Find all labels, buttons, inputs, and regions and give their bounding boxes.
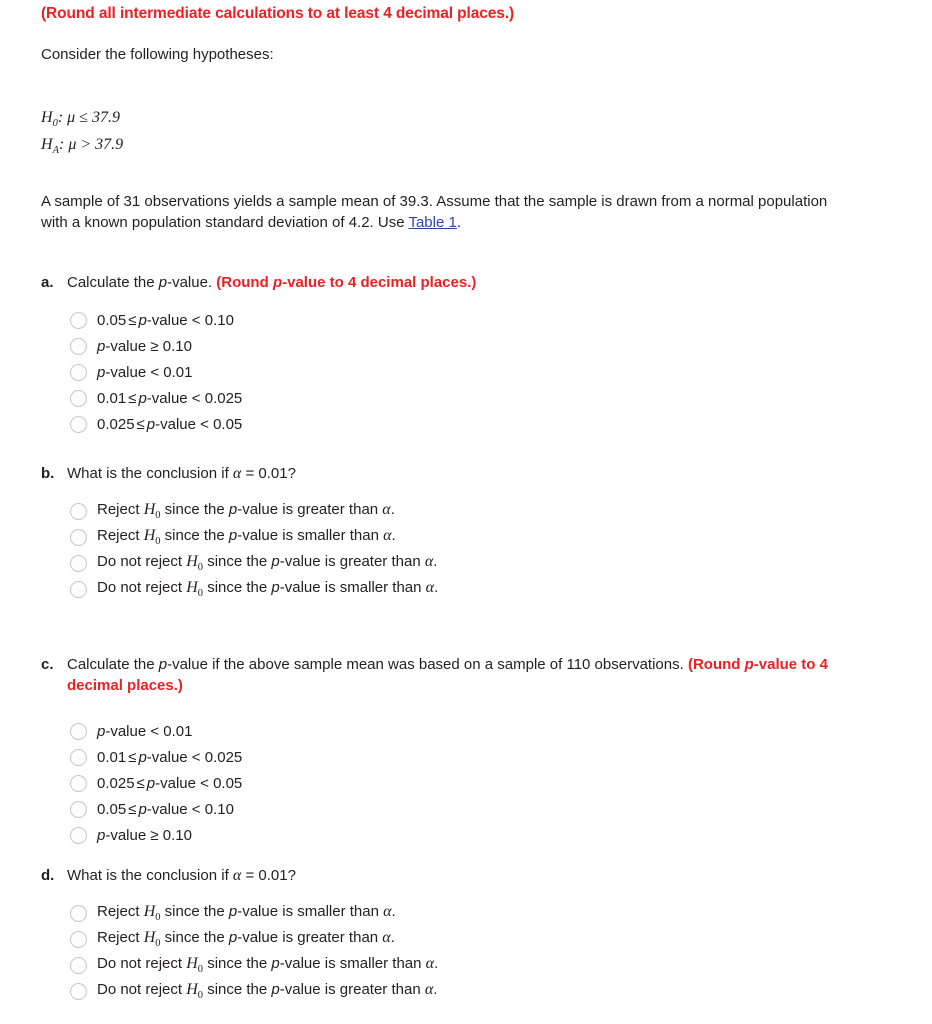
option-c-1[interactable] bbox=[70, 718, 856, 744]
question-c-round-post: -value to 4 decimal places.) bbox=[67, 656, 828, 694]
question-d-options bbox=[41, 900, 856, 1004]
option-b-3-label: Do not reject $H_0$ since the p-value is greater than α. bbox=[97, 553, 438, 573]
problem-statement-part-1: A sample of 31 observations yields a sample mean of 39.3. Assume that the sample is drawn from a normal population with a known population standard deviation of 4.2. Use bbox=[41, 193, 828, 231]
option-a-2-label: p-value ≥ 0.10 bbox=[97, 337, 192, 355]
option-b-2[interactable] bbox=[70, 524, 856, 550]
question-b-text-2: = 0.01? bbox=[241, 465, 296, 482]
radio-icon[interactable] bbox=[70, 905, 87, 922]
question-b-prompt bbox=[41, 463, 856, 484]
radio-icon[interactable] bbox=[70, 957, 87, 974]
question-a-text-2: -value. bbox=[167, 274, 217, 291]
table-1-link[interactable]: Table 1 bbox=[408, 214, 457, 231]
option-c-4-label: 0.05 ≤ p-value < 0.10 bbox=[97, 800, 234, 818]
question-a-prompt bbox=[41, 272, 856, 293]
option-c-5-label: p-value ≥ 0.10 bbox=[97, 826, 192, 844]
question-c-round-pre: (Round bbox=[687, 656, 745, 673]
null-hypothesis-symbol: H bbox=[41, 109, 53, 126]
question-c-text-1: Calculate the bbox=[67, 656, 159, 673]
question-a-round-pre: (Round bbox=[216, 274, 273, 291]
option-d-3[interactable] bbox=[70, 952, 856, 978]
lead-in-text: Consider the following hypotheses: bbox=[41, 46, 274, 63]
option-a-1-label: 0.05 ≤ p-value < 0.10 bbox=[97, 311, 234, 329]
radio-icon[interactable] bbox=[70, 723, 87, 740]
question-d-letter: d. bbox=[41, 867, 55, 884]
null-hypothesis-body: : μ ≤ 37.9 bbox=[57, 109, 120, 126]
null-hypothesis-subscript: 0 bbox=[52, 118, 58, 129]
option-b-2-label: Reject $H_0$ since the p-value is smaller than α. bbox=[97, 527, 396, 547]
hypotheses-block bbox=[41, 107, 123, 161]
question-a-round-p: p bbox=[272, 274, 283, 291]
option-d-1[interactable] bbox=[70, 900, 856, 926]
question-b-alpha: α bbox=[232, 465, 242, 482]
question-a-round-note bbox=[216, 274, 476, 291]
question-c-options bbox=[41, 718, 856, 848]
question-d-text-1: What is the conclusion if bbox=[67, 867, 233, 884]
question-a bbox=[41, 272, 856, 437]
problem-statement-part-2: . bbox=[456, 214, 462, 231]
question-d-text-2: = 0.01? bbox=[241, 867, 296, 884]
question-a-options bbox=[41, 307, 856, 437]
option-d-2[interactable] bbox=[70, 926, 856, 952]
option-d-1-label: Reject $H_0$ since the p-value is smaller than α. bbox=[97, 903, 396, 923]
radio-icon[interactable] bbox=[70, 581, 87, 598]
radio-icon[interactable] bbox=[70, 416, 87, 433]
question-b-text-1: What is the conclusion if bbox=[67, 465, 233, 482]
option-a-2[interactable] bbox=[70, 333, 856, 359]
question-a-text-1: Calculate the bbox=[67, 274, 159, 291]
question-c-text-2: -value if the above sample mean was based on a sample of 110 observations. bbox=[167, 656, 688, 673]
option-b-4-label: Do not reject $H_0$ since the p-value is smaller than α. bbox=[97, 579, 439, 599]
option-d-3-label: Do not reject $H_0$ since the p-value is smaller than α. bbox=[97, 955, 439, 975]
radio-icon[interactable] bbox=[70, 364, 87, 381]
question-d-prompt bbox=[41, 865, 856, 886]
radio-icon[interactable] bbox=[70, 529, 87, 546]
alternative-hypothesis-symbol: H bbox=[41, 136, 53, 153]
alternative-hypothesis-body: : μ > 37.9 bbox=[58, 136, 124, 153]
option-c-2-label: 0.01 ≤ p-value < 0.025 bbox=[97, 748, 243, 766]
option-a-5[interactable] bbox=[70, 411, 856, 437]
problem-statement bbox=[41, 191, 846, 233]
option-d-2-label: Reject $H_0$ since the p-value is greater than α. bbox=[97, 929, 395, 949]
alternative-hypothesis-subscript: A bbox=[52, 145, 59, 156]
question-c-round-p: p bbox=[744, 656, 754, 673]
radio-icon[interactable] bbox=[70, 749, 87, 766]
alternative-hypothesis bbox=[41, 134, 123, 161]
option-a-4-label: 0.01 ≤ p-value < 0.025 bbox=[97, 389, 243, 407]
question-d bbox=[41, 865, 856, 1004]
option-c-3-label: 0.025 ≤ p-value < 0.05 bbox=[97, 774, 243, 792]
question-c bbox=[41, 654, 856, 848]
question-d-alpha: α bbox=[232, 867, 242, 884]
option-d-4[interactable] bbox=[70, 978, 856, 1004]
radio-icon[interactable] bbox=[70, 827, 87, 844]
radio-icon[interactable] bbox=[70, 312, 87, 329]
option-c-5[interactable] bbox=[70, 822, 856, 848]
option-b-4[interactable] bbox=[70, 576, 856, 602]
question-b-letter: b. bbox=[41, 465, 55, 482]
option-c-3[interactable] bbox=[70, 770, 856, 796]
option-a-4[interactable] bbox=[70, 385, 856, 411]
option-b-1-label: Reject $H_0$ since the p-value is greater than α. bbox=[97, 501, 395, 521]
rounding-instruction: (Round all intermediate calculations to at least 4 decimal places.) bbox=[41, 5, 515, 22]
option-d-4-label: Do not reject $H_0$ since the p-value is greater than α. bbox=[97, 981, 438, 1001]
radio-icon[interactable] bbox=[70, 983, 87, 1000]
radio-icon[interactable] bbox=[70, 775, 87, 792]
question-a-letter: a. bbox=[41, 274, 54, 291]
question-a-p-symbol: p bbox=[158, 274, 168, 291]
radio-icon[interactable] bbox=[70, 801, 87, 818]
question-b bbox=[41, 463, 856, 602]
radio-icon[interactable] bbox=[70, 338, 87, 355]
option-b-1[interactable] bbox=[70, 498, 856, 524]
option-a-1[interactable] bbox=[70, 307, 856, 333]
option-a-5-label: 0.025 ≤ p-value < 0.05 bbox=[97, 415, 243, 433]
option-c-2[interactable] bbox=[70, 744, 856, 770]
radio-icon[interactable] bbox=[70, 503, 87, 520]
null-hypothesis bbox=[41, 107, 123, 134]
option-b-3[interactable] bbox=[70, 550, 856, 576]
question-b-options bbox=[41, 498, 856, 602]
option-a-3[interactable] bbox=[70, 359, 856, 385]
radio-icon[interactable] bbox=[70, 555, 87, 572]
option-c-4[interactable] bbox=[70, 796, 856, 822]
option-c-1-label: p-value < 0.01 bbox=[97, 722, 193, 740]
question-c-letter: c. bbox=[41, 656, 54, 673]
question-c-p-symbol: p bbox=[158, 656, 168, 673]
option-a-3-label: p-value < 0.01 bbox=[97, 363, 193, 381]
radio-icon[interactable] bbox=[70, 390, 87, 407]
question-a-round-post: -value to 4 decimal places.) bbox=[282, 274, 477, 291]
radio-icon[interactable] bbox=[70, 931, 87, 948]
question-c-prompt bbox=[41, 654, 856, 696]
